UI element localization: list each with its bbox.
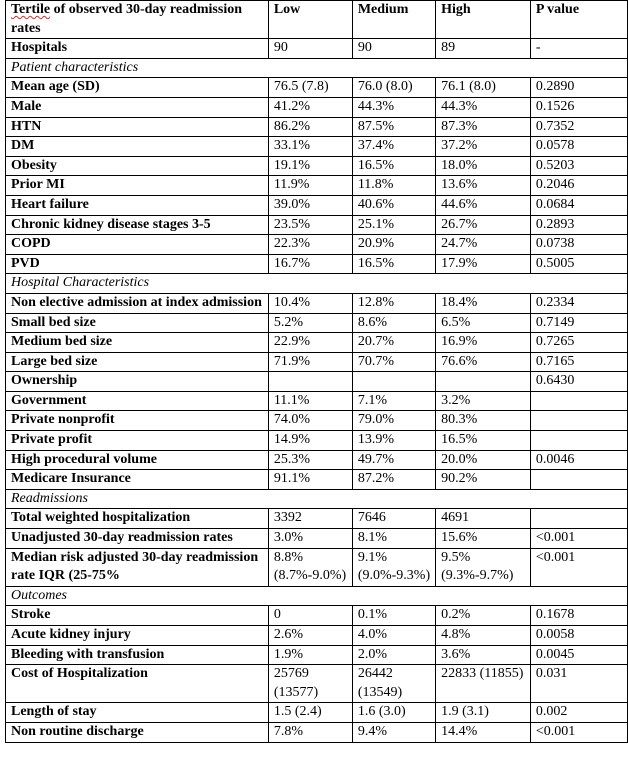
cell-medium: 87.2%	[352, 470, 435, 490]
table-row	[6, 509, 628, 529]
row-label: DM	[6, 137, 269, 157]
cell-medium: 16.5%	[352, 156, 435, 176]
cell-medium: 76.0 (8.0)	[352, 78, 435, 98]
table-row	[6, 235, 628, 255]
cell-medium: 49.7%	[352, 450, 435, 470]
row-label: Prior MI	[6, 176, 269, 196]
cell-high: 0.2%	[436, 606, 531, 626]
cell-high: 89	[436, 39, 531, 59]
cell-pvalue: 0.7149	[530, 313, 627, 333]
cell-low: 86.2%	[268, 117, 352, 137]
header-low: Low	[268, 1, 352, 39]
cell-high: 76.6%	[436, 352, 531, 372]
row-label: Median risk adjusted 30-day readmission rate IQR (25-75%	[6, 548, 269, 586]
cell-high: 80.3%	[436, 411, 531, 431]
table-row	[6, 722, 628, 742]
cell-medium: 9.4%	[352, 722, 435, 742]
cell-medium: 2.0%	[352, 645, 435, 665]
row-label: Bleeding with transfusion	[6, 645, 269, 665]
cell-medium: 9.1% (9.0%-9.3%)	[352, 548, 435, 586]
cell-pvalue: <0.001	[530, 548, 627, 586]
cell-medium: 90	[352, 39, 435, 59]
cell-pvalue: 0.2893	[530, 215, 627, 235]
table-row	[6, 606, 628, 626]
cell-low: 16.7%	[268, 254, 352, 274]
table-row	[6, 333, 628, 353]
row-label: Male	[6, 97, 269, 117]
header-row	[6, 1, 628, 39]
section-row	[6, 586, 628, 606]
row-label: Hospitals	[6, 39, 269, 59]
row-label: Chronic kidney disease stages 3-5	[6, 215, 269, 235]
cell-medium: 1.6 (3.0)	[352, 703, 435, 723]
cell-medium: 20.7%	[352, 333, 435, 353]
cell-medium: 44.3%	[352, 97, 435, 117]
cell-high: 3.6%	[436, 645, 531, 665]
table-row	[6, 665, 628, 703]
row-label: COPD	[6, 235, 269, 255]
cell-high: 4691	[436, 509, 531, 529]
cell-pvalue: 0.2890	[530, 78, 627, 98]
cell-pvalue: 0.031	[530, 665, 627, 703]
row-label: Private profit	[6, 431, 269, 451]
row-label: Obesity	[6, 156, 269, 176]
cell-medium: 7.1%	[352, 391, 435, 411]
cell-medium	[352, 372, 435, 392]
header-label-rest: of observed 30-day readmission rates	[11, 2, 242, 36]
section-label: Hospital Characteristics	[6, 274, 628, 294]
header-label-cell	[6, 1, 269, 39]
table-row	[6, 529, 628, 549]
cell-medium: 12.8%	[352, 293, 435, 313]
cell-pvalue	[530, 470, 627, 490]
cell-high: 26.7%	[436, 215, 531, 235]
cell-pvalue: 0.0684	[530, 195, 627, 215]
table-row	[6, 293, 628, 313]
row-label: PVD	[6, 254, 269, 274]
table-row	[6, 137, 628, 157]
table-row	[6, 645, 628, 665]
cell-pvalue: 0.2334	[530, 293, 627, 313]
cell-high: 76.1 (8.0)	[436, 78, 531, 98]
cell-low: 41.2%	[268, 97, 352, 117]
header-pvalue: P value	[530, 1, 627, 39]
row-label: Non routine discharge	[6, 722, 269, 742]
cell-medium: 79.0%	[352, 411, 435, 431]
table-row	[6, 626, 628, 646]
table-row	[6, 352, 628, 372]
cell-pvalue: 0.5203	[530, 156, 627, 176]
cell-medium: 20.9%	[352, 235, 435, 255]
cell-low: 74.0%	[268, 411, 352, 431]
row-label: Length of stay	[6, 703, 269, 723]
cell-pvalue: 0.1526	[530, 97, 627, 117]
cell-pvalue	[530, 431, 627, 451]
cell-low: 11.9%	[268, 176, 352, 196]
header-label-first: Tertile	[11, 2, 51, 17]
cell-pvalue: 0.6430	[530, 372, 627, 392]
cell-high: 6.5%	[436, 313, 531, 333]
cell-low: 7.8%	[268, 722, 352, 742]
row-label: Total weighted hospitalization	[6, 509, 269, 529]
header-high: High	[436, 1, 531, 39]
cell-high: 24.7%	[436, 235, 531, 255]
cell-high: 14.4%	[436, 722, 531, 742]
cell-high	[436, 372, 531, 392]
cell-pvalue	[530, 391, 627, 411]
row-label: Mean age (SD)	[6, 78, 269, 98]
table-row	[6, 391, 628, 411]
cell-low: 19.1%	[268, 156, 352, 176]
section-label: Patient characteristics	[6, 58, 628, 78]
row-label: HTN	[6, 117, 269, 137]
cell-high: 13.6%	[436, 176, 531, 196]
table-row	[6, 313, 628, 333]
row-label: Private nonprofit	[6, 411, 269, 431]
table-row	[6, 156, 628, 176]
cell-medium: 16.5%	[352, 254, 435, 274]
cell-medium: 40.6%	[352, 195, 435, 215]
cell-pvalue: 0.7265	[530, 333, 627, 353]
cell-low: 5.2%	[268, 313, 352, 333]
cell-pvalue: 0.5005	[530, 254, 627, 274]
cell-medium: 25.1%	[352, 215, 435, 235]
cell-high: 17.9%	[436, 254, 531, 274]
cell-low: 3392	[268, 509, 352, 529]
table-row	[6, 117, 628, 137]
cell-high: 87.3%	[436, 117, 531, 137]
header-medium: Medium	[352, 1, 435, 39]
cell-high: 16.9%	[436, 333, 531, 353]
cell-high: 37.2%	[436, 137, 531, 157]
cell-pvalue: 0.1678	[530, 606, 627, 626]
cell-medium: 37.4%	[352, 137, 435, 157]
cell-high: 44.6%	[436, 195, 531, 215]
row-label: Government	[6, 391, 269, 411]
cell-pvalue: 0.2046	[530, 176, 627, 196]
row-label: Non elective admission at index admission	[6, 293, 269, 313]
cell-pvalue: 0.0045	[530, 645, 627, 665]
table-row	[6, 78, 628, 98]
section-label: Outcomes	[6, 586, 628, 606]
cell-pvalue: 0.7165	[530, 352, 627, 372]
cell-low: 22.3%	[268, 235, 352, 255]
cell-high: 9.5% (9.3%-9.7%)	[436, 548, 531, 586]
cell-pvalue: 0.0046	[530, 450, 627, 470]
row-label: Stroke	[6, 606, 269, 626]
cell-high: 90.2%	[436, 470, 531, 490]
cell-pvalue: 0.7352	[530, 117, 627, 137]
cell-pvalue: 0.0058	[530, 626, 627, 646]
cell-pvalue: 0.0738	[530, 235, 627, 255]
cell-medium: 7646	[352, 509, 435, 529]
row-label: Acute kidney injury	[6, 626, 269, 646]
readmission-table	[5, 0, 628, 743]
section-label: Readmissions	[6, 489, 628, 509]
table-row	[6, 411, 628, 431]
cell-low: 1.9%	[268, 645, 352, 665]
cell-low: 22.9%	[268, 333, 352, 353]
cell-high: 4.8%	[436, 626, 531, 646]
section-row	[6, 58, 628, 78]
cell-pvalue: <0.001	[530, 529, 627, 549]
cell-low: 91.1%	[268, 470, 352, 490]
section-row	[6, 489, 628, 509]
cell-medium: 13.9%	[352, 431, 435, 451]
cell-low: 25.3%	[268, 450, 352, 470]
cell-pvalue: 0.002	[530, 703, 627, 723]
cell-medium: 4.0%	[352, 626, 435, 646]
row-label: Small bed size	[6, 313, 269, 333]
table-row	[6, 703, 628, 723]
cell-medium: 0.1%	[352, 606, 435, 626]
cell-high: 3.2%	[436, 391, 531, 411]
row-label: Medicare Insurance	[6, 470, 269, 490]
table-row	[6, 372, 628, 392]
cell-high: 16.5%	[436, 431, 531, 451]
cell-high: 15.6%	[436, 529, 531, 549]
cell-low: 39.0%	[268, 195, 352, 215]
cell-low: 71.9%	[268, 352, 352, 372]
table-row	[6, 176, 628, 196]
row-label: Cost of Hospitalization	[6, 665, 269, 703]
row-label: Ownership	[6, 372, 269, 392]
cell-medium: 26442 (13549)	[352, 665, 435, 703]
cell-low: 1.5 (2.4)	[268, 703, 352, 723]
cell-low: 23.5%	[268, 215, 352, 235]
cell-low: 11.1%	[268, 391, 352, 411]
cell-high: 18.0%	[436, 156, 531, 176]
cell-low: 3.0%	[268, 529, 352, 549]
cell-low: 33.1%	[268, 137, 352, 157]
cell-medium: 8.6%	[352, 313, 435, 333]
cell-high: 20.0%	[436, 450, 531, 470]
cell-high: 22833 (11855)	[436, 665, 531, 703]
cell-low: 25769 (13577)	[268, 665, 352, 703]
row-label: Medium bed size	[6, 333, 269, 353]
table-row	[6, 450, 628, 470]
section-row	[6, 274, 628, 294]
cell-pvalue: <0.001	[530, 722, 627, 742]
cell-low: 14.9%	[268, 431, 352, 451]
table-row	[6, 215, 628, 235]
table-row	[6, 470, 628, 490]
cell-high: 1.9 (3.1)	[436, 703, 531, 723]
row-label: Heart failure	[6, 195, 269, 215]
cell-pvalue	[530, 411, 627, 431]
cell-medium: 70.7%	[352, 352, 435, 372]
table-row	[6, 548, 628, 586]
row-label: High procedural volume	[6, 450, 269, 470]
cell-pvalue: 0.0578	[530, 137, 627, 157]
table-row	[6, 195, 628, 215]
cell-high: 18.4%	[436, 293, 531, 313]
cell-pvalue: -	[530, 39, 627, 59]
cell-low: 2.6%	[268, 626, 352, 646]
table-row	[6, 431, 628, 451]
cell-low: 10.4%	[268, 293, 352, 313]
cell-pvalue	[530, 509, 627, 529]
table-body	[6, 1, 628, 743]
cell-low: 76.5 (7.8)	[268, 78, 352, 98]
cell-low: 8.8% (8.7%-9.0%)	[268, 548, 352, 586]
table-row	[6, 39, 628, 59]
cell-low	[268, 372, 352, 392]
table-row	[6, 254, 628, 274]
cell-low: 0	[268, 606, 352, 626]
cell-high: 44.3%	[436, 97, 531, 117]
cell-medium: 11.8%	[352, 176, 435, 196]
table-row	[6, 97, 628, 117]
row-label: Large bed size	[6, 352, 269, 372]
cell-medium: 87.5%	[352, 117, 435, 137]
cell-medium: 8.1%	[352, 529, 435, 549]
row-label: Unadjusted 30-day readmission rates	[6, 529, 269, 549]
cell-low: 90	[268, 39, 352, 59]
